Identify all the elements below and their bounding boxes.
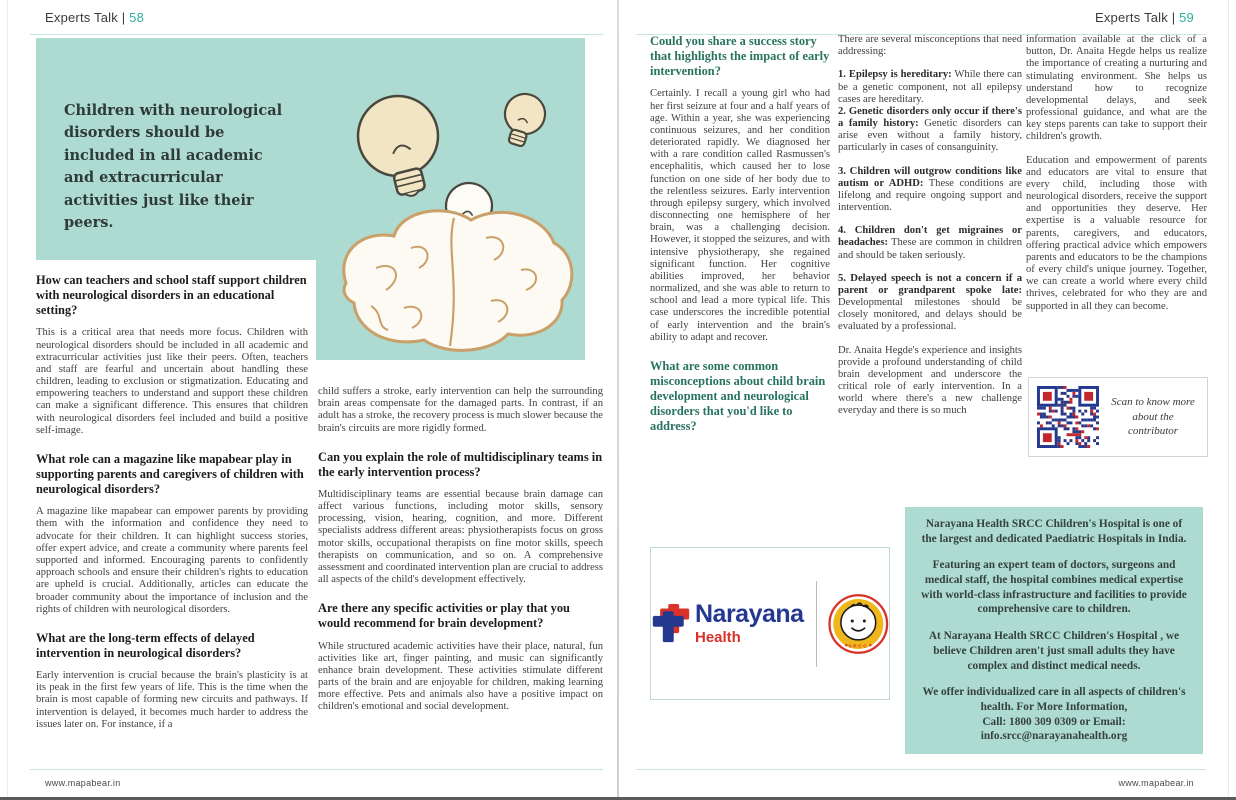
answer-activities-play: While structured academic activities have their place, natural, fun activities like art, finger painting, and music can significantly enhance brain development. These activities stimulate different parts of the brain and are enjoyable for children, making learning more effective. Pets and animals also have a positive impact on children's emotional and social development.: [318, 640, 603, 713]
hospital-paragraph-1: Narayana Health SRCC Children's Hospital is one of the largest and dedicated Paediatric Hospitals in India.: [921, 518, 1187, 545]
question-delayed-intervention: What are the long-term effects of delayed intervention in neurological disorders?: [36, 630, 255, 660]
answer-magazine-role: A magazine like mapabear can empower parents by providing them with the information and confidence they need to advocate for their children. It can highlight success stories, offer expert advice, and create a community where parents feel supported and informed. Encouraging parents to confidently approach schools and ensure their children's rights to education are upheld is crucial. Additionally, articles can educate the broader community about the importance of inclusion and the rights of children with neurological disorders.: [36, 506, 308, 615]
right-page-edge: [1228, 0, 1229, 800]
left-column-1: [36, 273, 308, 735]
misconception-4-text: These are common in children and should be taken seriously.: [838, 237, 1022, 261]
misconception-3-text: These conditions are lifelong and require ongoing support and intervention.: [838, 177, 1022, 214]
brain-lightbulbs-illustration: [316, 38, 585, 360]
illustration-panel: [316, 38, 585, 360]
hospital-phone-line[interactable]: Call: 1800 309 0309 or Email:: [982, 715, 1126, 728]
qr-caption: Scan to know more about the contributor: [1111, 396, 1195, 438]
misconception-4-lead: 4. Children don't get migraines or headaches:: [838, 225, 1022, 249]
contributor-summary-part3: Education and empowerment of parents and educators are vital to ensure that every child, including those with neurological disorders, receive the support and opportunities they deserve. Her expertise is a valuable resource for parents, caregivers, and educators, offering practical advice which empowers parents and educators to be the champions of every child's unique journey. Together, we can create a world where every child thrives, celebrated for who they are and supported in all they can become.: [1026, 154, 1207, 312]
question-success-story: Could you share a success story that highlights the impact of early intervention?: [650, 34, 830, 79]
answer-success-story: Certainly. I recall a young girl who had her first seizure at four and a half years of age. Within a year, she was experiencing continuous seizures, and her condition deteriorated rapidly. We diagnosed her with a rare condition called Rasmussen's encephalitis, which caused her to lose function on one side of her body due to the relentless seizures. Early intervention through epilepsy surgery, which involved disconnecting one hemisphere of her brain, was a challenging decision. However, it stopped the seizures, and with intensive physiotherapy, she regained significant function. Her cognitive abilities improved, her behavior normalized, and she was able to return to school and lead a more typical life. This case underscores the incredible potential of early intervention and the brain's ability to adapt and recover.: [650, 88, 830, 343]
misconception-1-text: While there can be a genetic component, not all epilepsy cases are hereditary.: [838, 69, 1023, 105]
misconception-3-lead: 3. Children will outgrow conditions like autism or ADHD:: [838, 165, 1022, 189]
question-multidisciplinary-teams: Can you explain the role of multidisciplinary teams in the early intervention process?: [318, 449, 603, 479]
misconception-2-text: Genetic disorders can arise even without a family history, particularly in cases of consanguinity.: [838, 118, 1022, 154]
lightbulb-small-cream-icon: [497, 89, 550, 150]
hospital-paragraph-4: We offer individualized care in all aspects of children's health. For More Information,: [922, 686, 1186, 713]
left-page-header: [45, 10, 144, 25]
misconception-item-5: [838, 273, 1022, 334]
narayana-health-logo-box: [650, 547, 890, 700]
contributor-qr-box: [1028, 377, 1208, 457]
lightbulb-large-icon: [350, 88, 452, 206]
pull-quote-text: Children with neurological disorders should be included in all academic and extracurricular activities just like their peers.: [64, 102, 283, 232]
pull-quote-panel: [36, 38, 316, 260]
misconception-item-2: [838, 106, 1022, 155]
question-magazine-role: What role can a magazine like mapabear play in supporting parents and caregivers of children with neurological disorders?: [36, 451, 304, 497]
brand-sub: Health: [695, 628, 741, 646]
hospital-paragraph-2: Featuring an expert team of doctors, surgeons and medical staff, the hospital combines medical expertise with world-class infrastructure and facilities to provide comprehensive care to children.: [921, 559, 1187, 616]
question-misconceptions: What are some common misconceptions about child brain development and neurological disorders that you'd like to address?: [650, 358, 826, 434]
misconception-5-text: Developmental milestones should be closely monitored, and delays should be evaluated by a professional.: [838, 297, 1022, 333]
misconception-item-3: [838, 166, 1022, 215]
left-header-title: Experts Talk: [45, 10, 118, 25]
svg-text:SRCC: SRCC: [848, 643, 869, 649]
misconception-1-lead: 1. Epilepsy is hereditary:: [838, 69, 952, 81]
question-activities-play: Are there any specific activities or play that you would recommend for brain development?: [318, 601, 570, 631]
hospital-info-box: [905, 507, 1203, 754]
hospital-email[interactable]: info.srcc@narayanahealth.org: [980, 730, 1128, 743]
right-column-3: [1026, 34, 1207, 317]
contributor-summary-part1: Dr. Anaita Hegde's experience and insights provide a profound understanding of child brain development and underscore the critical role of early intervention. In a world where there's a new challenge everyday and there is so much: [838, 344, 1022, 417]
left-footer-url[interactable]: www.mapabear.in: [45, 778, 121, 788]
right-page-number: 59: [1179, 10, 1194, 25]
misconception-item-1: [838, 69, 1022, 106]
answer-teachers-support: This is a critical area that needs more focus. Children with neurological disorders should be included in all academic and extracurricular activities just like their peers. Often, teachers and staff are fearful and uncertain about handling these children, leading to exclusion or stigmatization. Educating and empowering teachers to understand and support these children can make a significant difference. This ensures that children with neurological disorders feel included and build a positive self-image.: [36, 327, 308, 436]
right-column-2: [838, 34, 1022, 418]
answer-delayed-intervention-part1: Early intervention is crucial because the brain's plasticity is at its peak in the first few years of life. This is the time when the brain is most capable of forming new circuits and pathways. If intervention is delayed, it becomes much harder to address the issues later on. For instance, if a: [36, 670, 308, 730]
srcc-badge-icon: [828, 587, 889, 661]
right-page-header: [1095, 10, 1194, 25]
answer-delayed-intervention-part2: child suffers a stroke, early intervention can help the surrounding brain areas compensate for the damaged parts. In contrast, if an adult has a stroke, the recovery process is much slower because the brain's circuits are more rigidly formed.: [318, 386, 603, 434]
page-gutter: [617, 0, 619, 800]
left-column-2: [318, 386, 603, 718]
question-teachers-support: How can teachers and school staff support children with neurological disorders in an educational setting?: [36, 273, 307, 318]
left-header-separator: |: [121, 10, 126, 25]
misconception-item-4: [838, 225, 1022, 262]
left-footer-rule: [30, 769, 603, 770]
misconception-5-lead: 5. Delayed speech is not a concern if a parent or grandparent spoke late:: [838, 272, 1022, 296]
hospital-paragraph-3: At Narayana Health SRCC Children's Hospital , we believe Children aren't just small adults they have complex and distinct medical needs.: [928, 630, 1180, 672]
left-page-number: 58: [129, 10, 145, 25]
right-header-title: Experts Talk: [1094, 10, 1168, 25]
left-header-rule: [30, 34, 603, 35]
brain-sketch-icon: [344, 211, 572, 351]
narayana-health-wordmark: [651, 599, 804, 646]
narayana-cross-icon: [651, 602, 691, 646]
left-page-edge: [7, 0, 8, 800]
right-footer-rule: [636, 769, 1206, 770]
contributor-summary-part2: information available at the click of a button, Dr. Anaita Hegde helps us realize the importance of creating a nurturing and stimulating environment. She helps us understand how to recognize developmental delays, and seek professional guidance, and what are the key steps parents can take to support their children's growth.: [1026, 34, 1207, 143]
misconception-2-lead: 2. Genetic disorders only occur if there's a family history:: [838, 105, 1022, 130]
right-footer-url[interactable]: www.mapabear.in: [1118, 778, 1194, 788]
logo-divider: [816, 581, 817, 667]
answer-multidisciplinary-teams: Multidisciplinary teams are essential because brain damage can affect various functions, including motor skills, sensory processing, vision, hearing, cognition, and more. Different specialists address different areas: physiotherapists focus on gross motor skills, occupational therapists on fine motor skills, speech therapists on communication, and so on. A comprehensive assessment and coordinated intervention plan are crucial to address all aspects of the child's development effectively.: [318, 488, 603, 586]
qr-code: [1037, 386, 1099, 448]
right-header-separator: |: [1171, 10, 1176, 25]
right-column-1: [650, 34, 830, 444]
brand-name: Narayana: [695, 599, 804, 628]
misconceptions-intro: There are several misconceptions that need addressing:: [838, 34, 1022, 58]
